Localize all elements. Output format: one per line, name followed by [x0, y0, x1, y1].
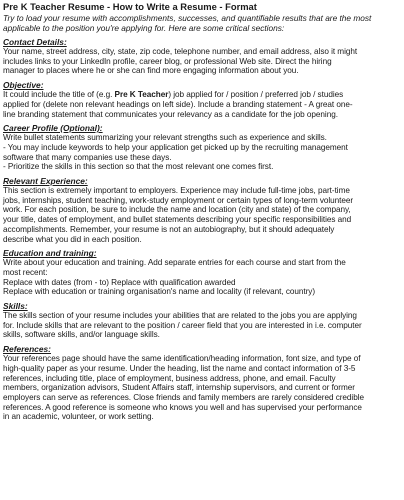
body-line: members, organization advisors, Student Affairs staff, internship supervisors, and current or former [3, 383, 355, 393]
section-references [3, 344, 401, 422]
body-line: Your name, street address, city, state, zip code, telephone number, and email address, also it might [3, 47, 358, 56]
body-line: Your references page should have the same identification/heading information, font size, and type of [3, 354, 361, 364]
body-line: references. A good reference is someone who knows you well and has supervised your performance [3, 402, 362, 412]
section-heading: Contact Details: [3, 37, 67, 47]
body-line-with-job-title [3, 90, 401, 100]
body-line: in an academic, volunteer, or work setting. [3, 412, 154, 422]
body-line: Replace with dates (from - to) Replace with qualification awarded [3, 277, 236, 287]
body-line: - You may include keywords to help your application get picked up by the recruiting management [3, 142, 348, 152]
section-career-profile [3, 123, 401, 172]
objective-text-pre: It could include the title of (e.g. [3, 90, 115, 100]
section-heading: Objective: [3, 80, 44, 91]
body-line: software that many companies use these days. [3, 152, 172, 162]
section-body [3, 311, 401, 340]
body-line: The skills section of your resume includes your abilities that are related to the jobs you are applying [3, 311, 357, 321]
section-heading: Skills: [3, 301, 28, 312]
body-line: accomplishments. Remember, your resume is not an autobiography, but it should adequately [3, 224, 335, 234]
section-body [3, 258, 401, 297]
body-line: employers can serve as references. Close friends and family members are rarely considered credible [3, 392, 364, 402]
body-line: includes links to your LinkedIn profile, career blog, or professional Web site. Direct the hiring [3, 56, 332, 66]
intro-line: applicable to the position you're applying for. Here are some critical sections: [3, 23, 285, 33]
body-line: manager to places where he or she can find more engaging information about you. [3, 66, 299, 76]
section-heading: Career Profile (Optional): [3, 123, 103, 134]
body-line: jobs, internships, student teaching, work-study employment or certain types of long-term volunteer [3, 195, 354, 205]
body-line: your title, dates of employment, and bullet statements describing your specific responsibilities and [3, 215, 352, 225]
body-line: for. Include skills that are relevant to the position / career field that you are interested in i.e. computer [3, 320, 362, 330]
section-skills [3, 301, 401, 340]
intro-line: Try to load your resume with accomplishments, successes, and quantifiable results that are the most [3, 13, 372, 23]
body-line: Write about your education and training. Add separate entries for each course and start from the [3, 258, 346, 268]
section-body [3, 90, 401, 119]
section-body [3, 47, 401, 76]
document-page [3, 1, 401, 426]
body-line: Write bullet statements summarizing your relevant strengths such as experience and skills. [3, 133, 327, 143]
body-line: work. For each position, be sure to include the name and location (city and state) of the company, [3, 205, 351, 215]
section-objective [3, 80, 401, 119]
section-body [3, 354, 401, 422]
job-title-highlight: Pre K Teacher [114, 90, 169, 100]
intro-paragraph [3, 13, 401, 33]
section-heading: Relevant Experience: [3, 176, 88, 187]
body-line: Replace with education or training organisation's name and locality (if relevant, country) [3, 287, 315, 297]
section-body [3, 133, 401, 172]
body-line: most recent: [3, 267, 48, 277]
section-relevant-experience [3, 176, 401, 244]
body-line: references, including title, place of employment, business address, phone, and email. Faculty [3, 373, 336, 383]
body-line: skills, software skills, and/or language skills. [3, 330, 160, 340]
body-line: high-quality paper as your resume. Under the heading, list the name and contact information of 3-5 [3, 363, 356, 373]
page-title: Pre K Teacher Resume - How to Write a Resume - Format [3, 1, 257, 12]
section-body [3, 186, 401, 244]
body-line: This section is extremely important to employers. Experience may include full-time jobs, part-time [3, 186, 350, 196]
section-heading: Education and training: [3, 248, 97, 259]
body-line: line branding statement that communicates your relevancy as a candidate for the job opening. [3, 109, 338, 119]
section-education-training [3, 248, 401, 297]
section-contact-details [3, 37, 401, 76]
body-line: applied for (delete non relevant headings on left side). Include a branding statement - A great one- [3, 99, 353, 109]
section-heading: References: [3, 344, 51, 355]
objective-text-post: ) job applied for / position / preferred job / studies [168, 90, 344, 100]
body-line: - Prioritize the skills in this section so that the most relevant one comes first. [3, 162, 274, 172]
body-line: describe what you did in each position. [3, 234, 142, 244]
